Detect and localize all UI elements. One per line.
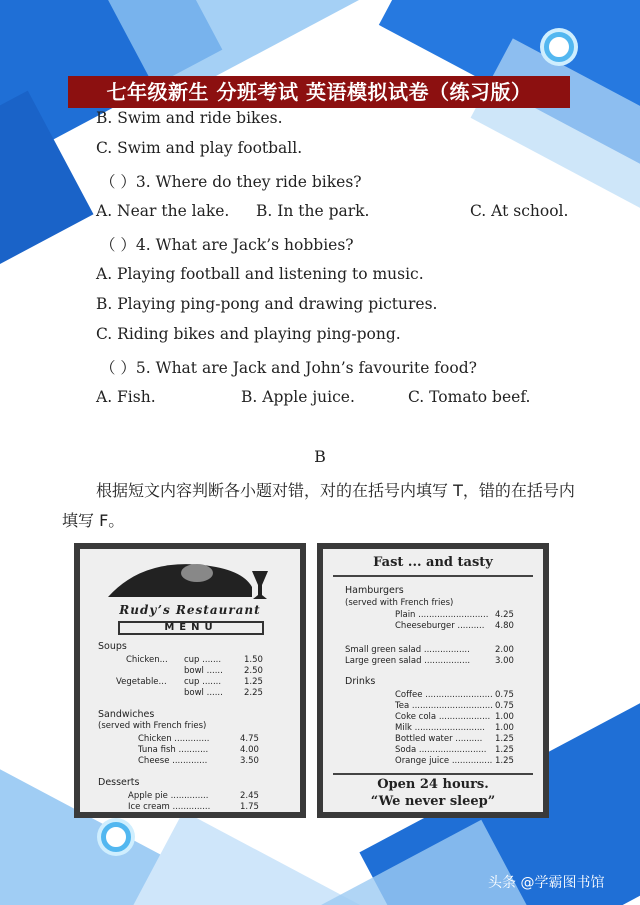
menu-item: Milk .......................... bbox=[395, 723, 485, 733]
menu-item-price: 2.00 bbox=[495, 645, 514, 655]
restaurant-menu bbox=[74, 543, 306, 818]
menu-item-price: 3.00 bbox=[495, 656, 514, 666]
menu-item-price: 2.50 bbox=[244, 666, 263, 676]
menu-item-price: 1.00 bbox=[495, 712, 514, 722]
question-text: （ ）4. What are Jack’s hobbies? bbox=[100, 236, 354, 254]
restaurant-name: Rudy’s Restaurant bbox=[119, 603, 261, 617]
menu-item-price: 4.00 bbox=[240, 745, 259, 755]
menu-title: Fast ... and tasty bbox=[373, 555, 493, 570]
menu-item: Cheese ............. bbox=[138, 756, 208, 766]
menu-item-price: 3.50 bbox=[240, 756, 259, 766]
divider bbox=[333, 575, 533, 577]
option-text: C. Riding bikes and playing ping-pong. bbox=[96, 325, 401, 343]
ring-icon bbox=[101, 822, 131, 852]
menu-item-price: 1.25 bbox=[495, 734, 514, 744]
option-text: B. In the park. bbox=[256, 202, 370, 220]
menu-item: Tuna fish ........... bbox=[138, 745, 209, 755]
section-heading: Desserts bbox=[98, 777, 140, 788]
menu-item-price: 2.45 bbox=[240, 791, 259, 801]
menu-item: Chicken... bbox=[126, 655, 168, 665]
option-text: C. Swim and play football. bbox=[96, 139, 303, 157]
menu-item: Coke cola ................... bbox=[395, 712, 491, 722]
option-text: A. Fish. bbox=[96, 388, 156, 406]
menu-item-price: 1.25 bbox=[495, 756, 514, 766]
option-text: B. Playing ping-pong and drawing pictures. bbox=[96, 295, 438, 313]
menu-item: Small green salad ................. bbox=[345, 645, 470, 655]
restaurant-menu bbox=[317, 543, 549, 818]
menu-item-price: 0.75 bbox=[495, 690, 514, 700]
option-text: C. At school. bbox=[470, 202, 569, 220]
restaurant-logo-icon bbox=[102, 557, 280, 603]
menu-item-price: 4.75 bbox=[240, 734, 259, 744]
section-heading: Soups bbox=[98, 641, 127, 652]
menu-item-price: 4.25 bbox=[495, 610, 514, 620]
question-text: （ ）3. Where do they ride bikes? bbox=[100, 173, 362, 191]
menu-item-size: cup ....... bbox=[184, 677, 222, 687]
menu-item: Coffee ......................... bbox=[395, 690, 493, 700]
menu-item-size: cup ....... bbox=[184, 655, 222, 665]
page-title: 七年级新生 分班考试 英语模拟试卷（练习版） bbox=[68, 76, 570, 108]
section-heading: Hamburgers bbox=[345, 585, 404, 596]
section-note: (served with French fries) bbox=[98, 721, 207, 731]
section-label: B bbox=[314, 447, 326, 466]
menu-item-price: 1.25 bbox=[495, 745, 514, 755]
option-text: B. Swim and ride bikes. bbox=[96, 109, 283, 127]
menu-item: Tea .............................. bbox=[395, 701, 493, 711]
menu-item-price: 2.25 bbox=[244, 688, 263, 698]
menu-item: Large green salad ................. bbox=[345, 656, 471, 666]
menu-item-price: 1.75 bbox=[240, 802, 259, 812]
menu-item: Bottled water .......... bbox=[395, 734, 483, 744]
ring-icon bbox=[544, 32, 574, 62]
section-heading: Drinks bbox=[345, 676, 376, 687]
menu-item-size: bowl ...... bbox=[184, 688, 223, 698]
menu-item: Orange juice ............... bbox=[395, 756, 493, 766]
section-heading: Sandwiches bbox=[98, 709, 155, 720]
option-text: B. Apple juice. bbox=[241, 388, 355, 406]
menu-item: Apple pie .............. bbox=[128, 791, 209, 801]
menu-item: Chicken ............. bbox=[138, 734, 210, 744]
menu-heading: MENU bbox=[118, 621, 264, 635]
menu-item: Cheeseburger .......... bbox=[395, 621, 485, 631]
menu-item: Ice cream .............. bbox=[128, 802, 211, 812]
menu-item-price: 1.00 bbox=[495, 723, 514, 733]
menu-item-price: 0.75 bbox=[495, 701, 514, 711]
option-text: C. Tomato beef. bbox=[408, 388, 531, 406]
watermark: 头条 @学霸图书馆 bbox=[488, 875, 605, 891]
menu-item-size: bowl ...... bbox=[184, 666, 223, 676]
option-text: A. Playing football and listening to music. bbox=[96, 265, 424, 283]
menu-item: Plain .......................... bbox=[395, 610, 489, 620]
open-hours-text: Open 24 hours. bbox=[377, 777, 489, 792]
menu-item: Soda ......................... bbox=[395, 745, 487, 755]
divider bbox=[333, 773, 533, 775]
question-text: （ ）5. What are Jack and John’s favourite food? bbox=[100, 359, 477, 377]
menu-item-price: 4.80 bbox=[495, 621, 514, 631]
section-note: (served with French fries) bbox=[345, 598, 454, 608]
instruction-text: 根据短文内容判断各小题对错，对的在括号内填写 T，错的在括号内填写 F。 bbox=[62, 481, 575, 530]
menu-item: Vegetable... bbox=[116, 677, 167, 687]
menu-item-price: 1.25 bbox=[244, 677, 263, 687]
option-text: A. Near the lake. bbox=[96, 202, 230, 220]
slogan-text: “We never sleep” bbox=[370, 794, 496, 809]
menu-item-price: 1.50 bbox=[244, 655, 263, 665]
